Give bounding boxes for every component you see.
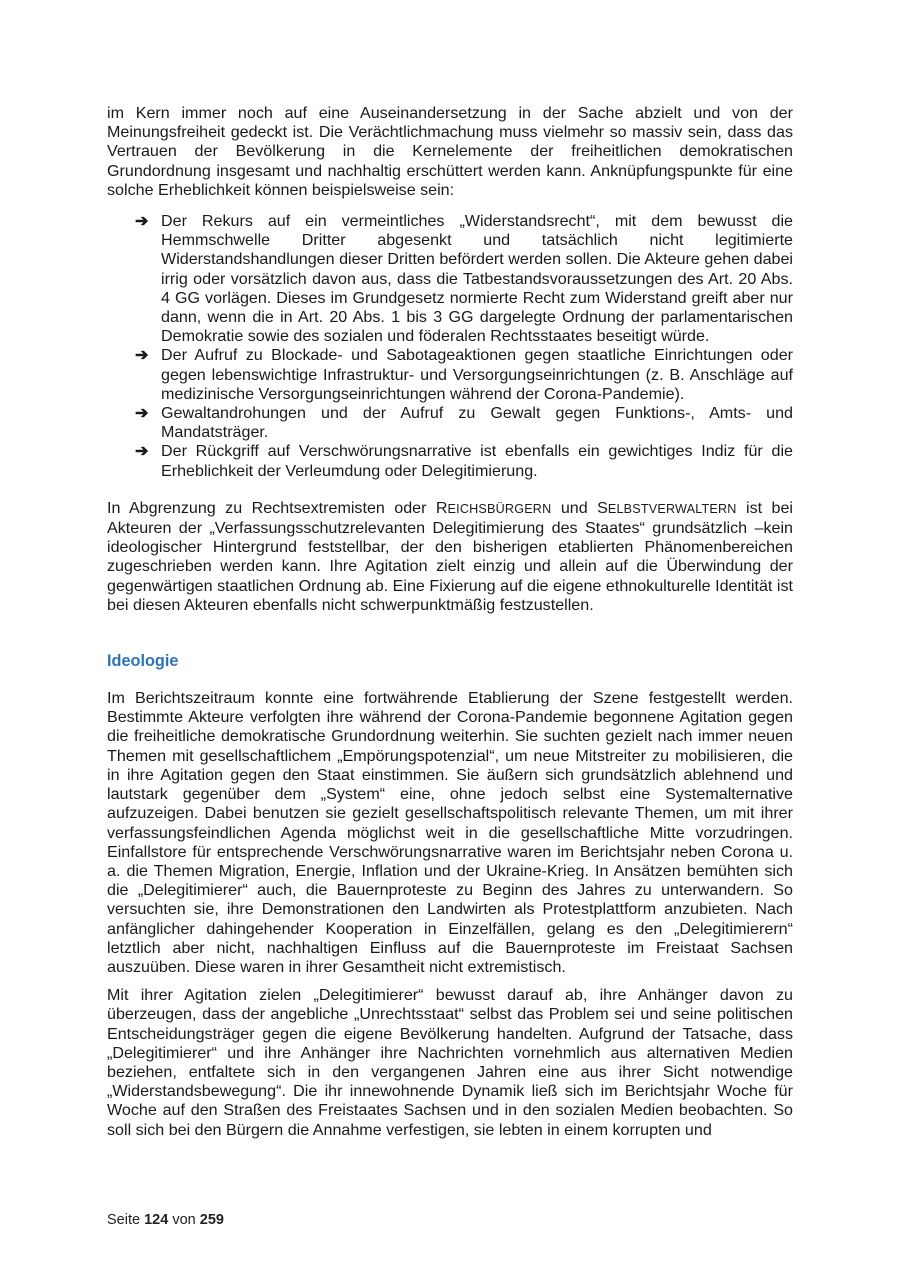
intro-paragraph: im Kern immer noch auf eine Auseinandersetzung in der Sache abzielt und von der Meinungsfreiheit gedeckt ist. Die Verächtlichmachung muss vielmehr so massiv sein, dass das Vertrauen der Bevölkerung in die Kernelemente der freiheitlichen demokratischen Grundordnung insgesamt und nachhaltig erschüttert werden kann. Anknüpfungspunkte für eine solche Erheblichkeit können beispielsweise sein: [107, 104, 793, 199]
list-item-text: Der Aufruf zu Blockade- und Sabotageaktionen gegen staatliche Einrichtungen oder gegen lebenswichtige Infrastruktur- und Versorgungseinrichtungen (z. B. Anschläge auf medizinische Versorgungseinrichtungen während der Corona-Pandemie). [161, 346, 793, 403]
ideologie-paragraph: Im Berichtszeitraum konnte eine fortwährende Etablierung der Szene festgestellt werden. Bestimmte Akteure verfolgten ihre während der Corona-Pandemie begonnene Agitation gegen die freiheitliche demokratische Grundordnung weiterhin. Sie suchten gezielt nach immer neuen Themen mit gesellschaftlichem „Empörungspotenzial“, um neue Mitstreiter zu mobilisieren, die in ihre Agitation gegen den Staat einstimmen. Sie äußern sich grundsätzlich ablehnend und lautstark gegenüber dem „System“ eine, ohne jedoch selbst eine Systemalternative aufzuzeigen. Dabei benutzen sie gezielt gesellschaftspolitisch relevante Themen, um mit ihrer verfassungsfeindlichen Agenda möglichst weit in die gesellschaftliche Mitte vorzudringen. Einfallstore für entsprechende Verschwörungsnarrative waren im Berichtsjahr neben Corona u. a. die Themen Migration, Energie, Inflation und der Ukraine-Krieg. In Ansätzen bemühten sich die „Delegitimierer“ auch, die Bauernproteste zu Beginn des Jahres zu unterwandern. So versuchten sie, ihre Demonstrationen den Landwirten als Protestplattform anzubieten. Nach anfänglicher dahingehender Kooperation in Einzelfällen, gelang es den „Delegitimierern“ letztlich aber nicht, nachhaltigen Einfluss auf die Bauernproteste im Freistaat Sachsen auszuüben. Diese waren in ihrer Gesamtheit nicht extremistisch. [107, 689, 793, 976]
arrow-right-icon: ➔ [135, 442, 149, 461]
list-item-text: Gewaltandrohungen und der Aufruf zu Gewalt gegen Funktions-, Amts- und Mandatsträger. [161, 404, 793, 442]
arrow-right-icon: ➔ [135, 404, 149, 423]
section-heading: Ideologie [107, 652, 179, 671]
term-selbstverwalter-initial: S [597, 498, 608, 517]
page-footer [107, 1212, 224, 1228]
footer-prefix: Seite [107, 1212, 141, 1228]
term-selbstverwalter: ELBSTVERWALTERN [607, 501, 737, 516]
ideologie-paragraph: Mit ihrer Agitation zielen „Delegitimierer“ bewusst darauf ab, ihre Anhänger davon zu überzeugen, dass der angebliche „Unrechtsstaat“ selbst das Problem sei und seine politischen Entscheidungsträger gegen die eigene Bevölkerung handelten. Aufgrund der Tatsache, dass „Delegitimierer“ und ihre Anhänger ihre Nachrichten vornehmlich aus alternativen Medien beziehen, entfaltete sich in den vergangenen Jahren eine aus ihrer Sicht notwendige „Widerstandsbewegung“. Die ihr innewohnende Dynamik ließ sich im Berichtsjahr Woche für Woche auf den Straßen des Freistaates Sachsen und in den sozialen Medien beobachten. So soll sich bei den Bürgern die Annahme verfestigen, sie lebten in einem korrupten und [107, 986, 793, 1139]
list-item [135, 212, 793, 346]
abgrenzung-text-2: und [551, 498, 598, 517]
document-page [107, 104, 793, 1140]
term-reichsbuerger-initial: R [435, 498, 448, 517]
abgrenzung-text-3: ist bei Akteuren der „Verfassungsschutzrelevanten Delegitimierung des Staates“ grundsätzlich –kein ideologischer Hintergrund feststellbar, der den bisherigen etablierten Phänomenbereichen zugeschrieben werden kann. Ihre Agitation zielt einzig und allein auf die Überwindung der gegenwärtigen staatlichen Ordnung ab. Eine Fixierung auf die eigene ethnokulturelle Identität ist bei diesen Akteuren ebenfalls nicht schwerpunktmäßig festzustellen. [107, 498, 794, 614]
term-reichsbuerger: EICHSBÜRGERN [447, 501, 552, 516]
list-item [135, 442, 793, 480]
arrow-right-icon: ➔ [135, 212, 149, 231]
list-item-text: Der Rekurs auf ein vermeintliches „Widerstandsrecht“, mit dem bewusst die Hemmschwelle Dritter abgesenkt und tatsächlich nicht legitimierte Widerstandshandlungen dieser Dritten befördert werden sollen. Die Akteure gehen dabei irrig oder vorsätzlich davon aus, dass die Tatbestandsvoraussetzungen des Art. 20 Abs. 4 GG vorlägen. Dieses im Grundgesetz normierte Recht zum Widerstand greift aber nur dann, wenn die in Art. 20 Abs. 1 bis 3 GG dargelegte Ordnung der parlamentarischen Demokratie sowie des sozialen und föderalen Rechtsstaates beseitigt würde. [161, 212, 793, 346]
criteria-list [107, 212, 793, 481]
abgrenzung-paragraph [107, 499, 793, 615]
current-page-number: 124 [144, 1212, 169, 1228]
abgrenzung-text-1: In Abgrenzung zu Rechtsextremisten oder [107, 498, 436, 517]
list-item-text: Der Rückgriff auf Verschwörungsnarrative ist ebenfalls ein gewichtiges Indiz für die Erheblichkeit der Verleumdung oder Delegitimierung. [161, 442, 793, 480]
footer-middle: von [172, 1212, 196, 1228]
list-item [135, 404, 793, 442]
total-page-count: 259 [199, 1212, 224, 1228]
arrow-right-icon: ➔ [135, 346, 149, 365]
list-item [135, 346, 793, 404]
